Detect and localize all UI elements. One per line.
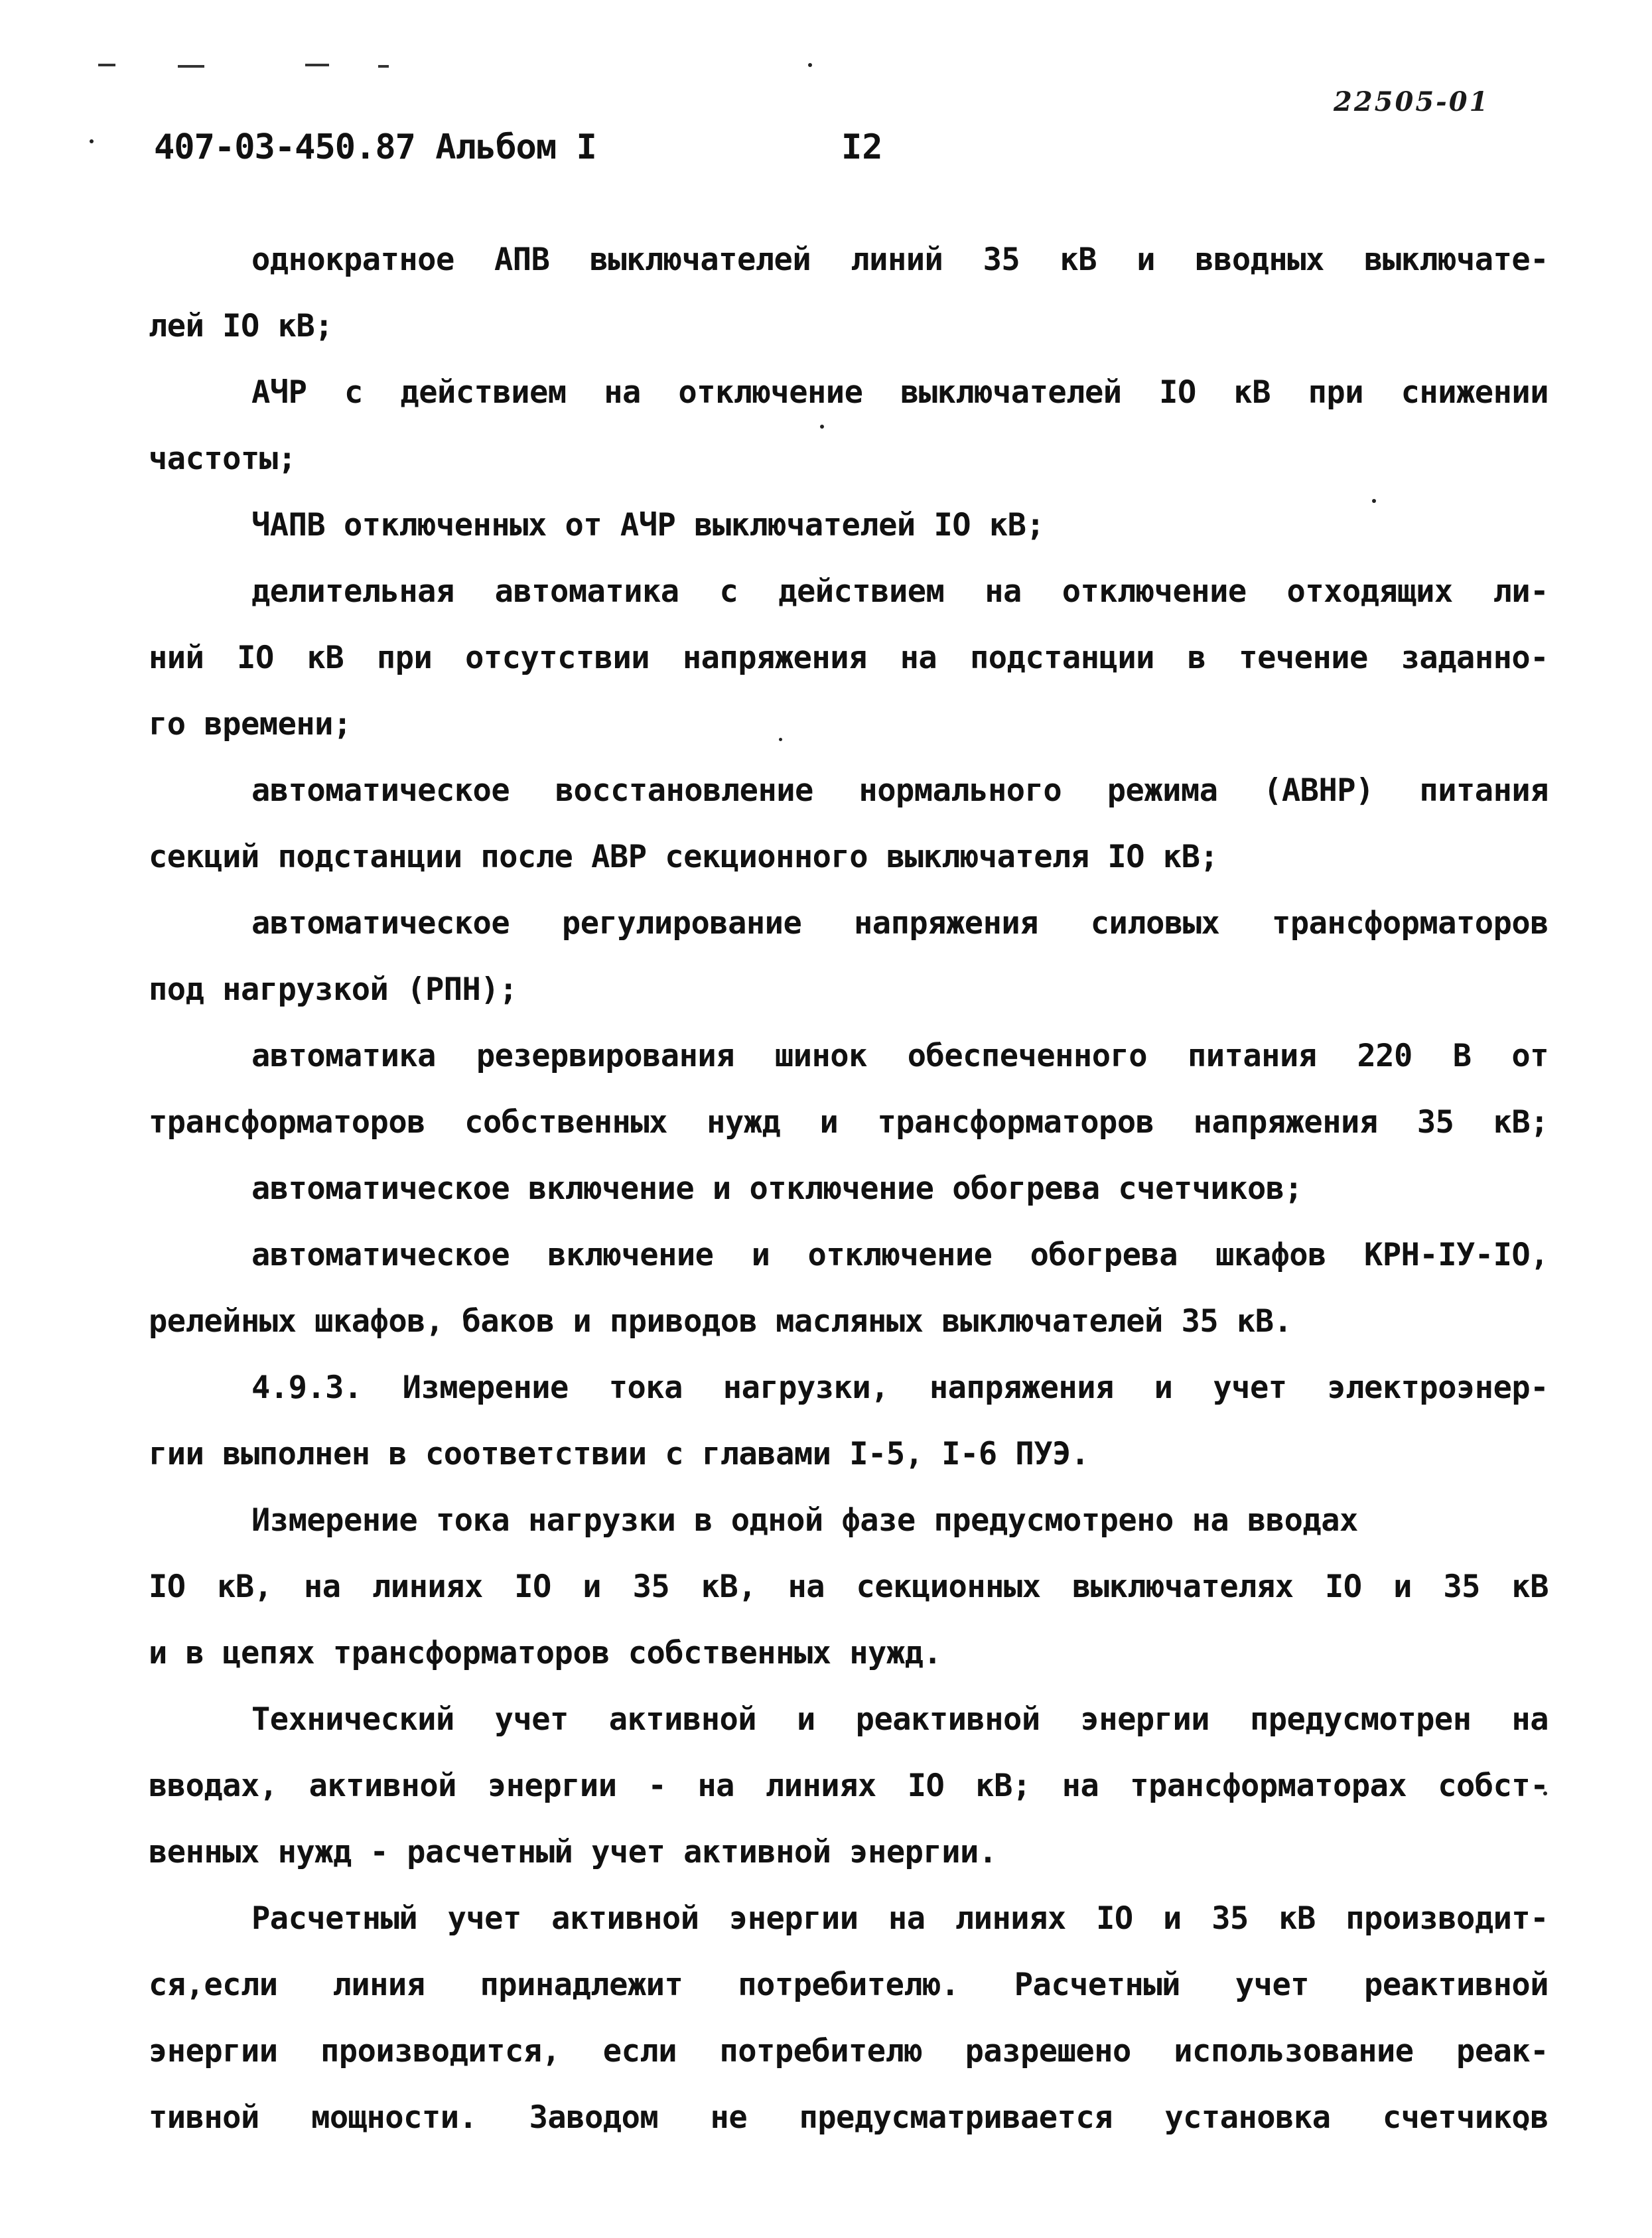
scan-speck bbox=[90, 139, 94, 143]
text-line: ся,если линия принадлежит потребителю. Расчетный учет реактивной bbox=[149, 1967, 1549, 2003]
text-line: энергии производится, если потребителю разрешено использование реак- bbox=[149, 2033, 1549, 2069]
text-line: секций подстанции после АВР секционного выключателя IO кВ; bbox=[149, 839, 1219, 875]
text-line: и в цепях трансформаторов собственных нужд. bbox=[149, 1635, 942, 1671]
scan-mark bbox=[378, 65, 389, 68]
text-line: трансформаторов собственных нужд и трансформаторов напряжения 35 кВ; bbox=[149, 1104, 1549, 1141]
text-line: автоматика резервирования шинок обеспеченного питания 220 В от bbox=[251, 1038, 1549, 1074]
text-line: частоты; bbox=[149, 441, 297, 477]
text-line: гии выполнен в соответствии с главами I-5, I-6 ПУЭ. bbox=[149, 1436, 1089, 1472]
text-line: Измерение тока нагрузки в одной фазе предусмотрено на вводах bbox=[251, 1502, 1358, 1539]
text-line: лей IO кВ; bbox=[149, 308, 333, 344]
text-line: тивной мощности. Заводом не предусматривается установка счетчиков bbox=[149, 2099, 1549, 2136]
text-line: однократное АПВ выключателей линий 35 кВ и вводных выключате- bbox=[251, 242, 1549, 278]
text-line: вводах, активной энергии - на линиях IO кВ; на трансформаторах собст- bbox=[149, 1768, 1549, 1804]
text-line: АЧР с действием на отключение выключателей IO кВ при снижении bbox=[251, 374, 1549, 411]
text-line: IO кВ, на линиях IO и 35 кВ, на секционных выключателях IO и 35 кВ bbox=[149, 1569, 1549, 1605]
text-line: Расчетный учет активной энергии на линиях IO и 35 кВ производит- bbox=[251, 1900, 1549, 1937]
text-line: автоматическое включение и отключение обогрева шкафов КРН-IУ-IO, bbox=[251, 1237, 1549, 1273]
body-text bbox=[149, 227, 1549, 2151]
text-line: Технический учет активной и реактивной энергии предусмотрен на bbox=[251, 1701, 1549, 1738]
document-stamp: 22505-01 bbox=[1334, 86, 1490, 117]
text-line: релейных шкафов, баков и приводов масляных выключателей 35 кВ. bbox=[149, 1303, 1292, 1340]
scan-speck bbox=[808, 63, 812, 67]
text-line: под нагрузкой (РПН); bbox=[149, 971, 517, 1008]
scan-mark bbox=[98, 64, 115, 66]
text-line: 4.9.3. Измерение тока нагрузки, напряжения и учет электроэнер- bbox=[251, 1369, 1549, 1406]
scan-mark bbox=[178, 65, 204, 68]
text-line: автоматическое включение и отключение обогрева счетчиков; bbox=[251, 1170, 1303, 1207]
text-line: делительная автоматика с действием на отключение отходящих ли- bbox=[251, 573, 1549, 610]
page-number: I2 bbox=[841, 127, 883, 167]
text-line: го времени; bbox=[149, 706, 352, 742]
text-line: венных нужд - расчетный учет активной энергии. bbox=[149, 1834, 997, 1870]
document-code: 407-03-450.87 Альбом I bbox=[154, 127, 596, 167]
scan-mark bbox=[305, 64, 329, 66]
text-line: автоматическое регулирование напряжения силовых трансформаторов bbox=[251, 905, 1549, 942]
text-line: ний IO кВ при отсутствии напряжения на подстанции в течение заданно- bbox=[149, 640, 1549, 676]
text-line: автоматическое восстановление нормального режима (АВНР) питания bbox=[251, 772, 1549, 809]
text-line: ЧАПВ отключенных от АЧР выключателей IO кВ; bbox=[251, 507, 1045, 543]
